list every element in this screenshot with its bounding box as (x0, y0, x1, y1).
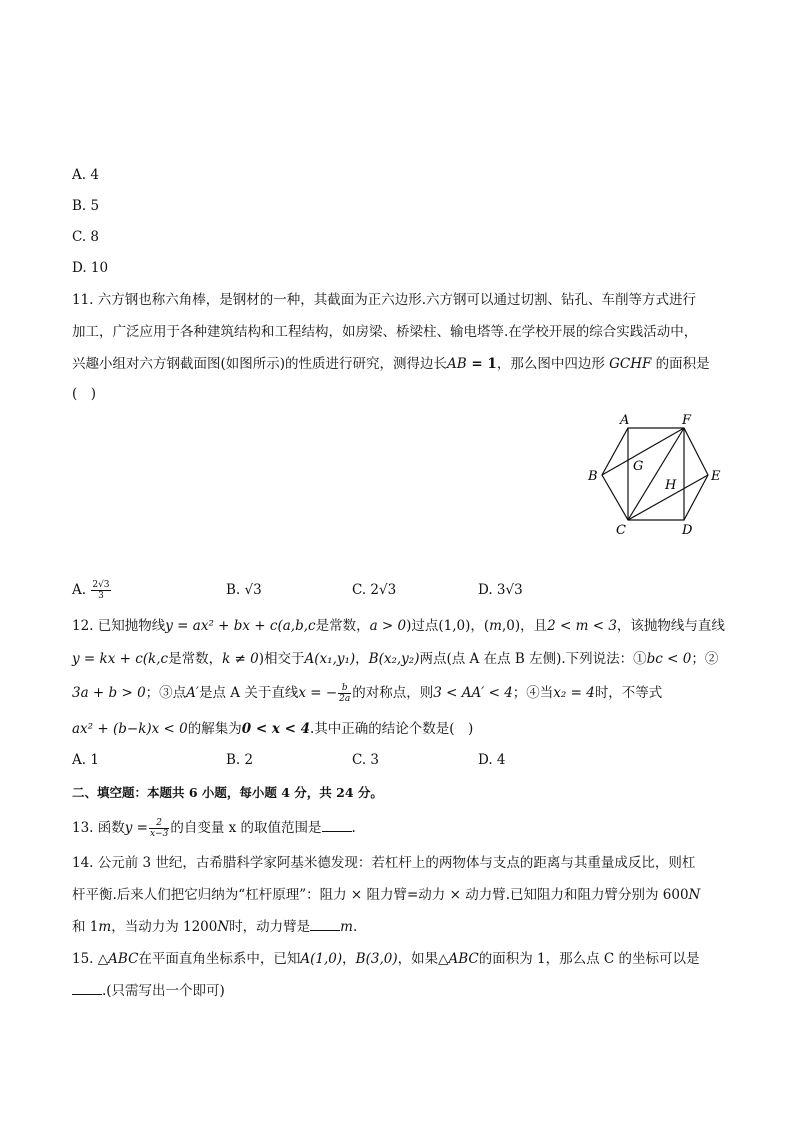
q12-line2: y = kx + c(k,c是常数，k ≠ 0)相交于A(x₁,y₁)，B(x₂,y₂)两点(点 A 在点 B 左侧).下列说法：①bc < 0；② (72, 651, 719, 667)
q11-option-c: C. 2√3 (352, 582, 397, 598)
prev-option-b: B. 5 (72, 198, 100, 214)
label-c: C (616, 523, 626, 538)
q11-option-d: D. 3√3 (478, 582, 523, 598)
q11-option-b: B. √3 (226, 582, 262, 598)
q15-answer-blank[interactable] (72, 982, 102, 995)
section-heading-fill-blank: 二、填空题：本题共 6 小题，每小题 4 分，共 24 分。 (72, 785, 383, 800)
q12-line1: 12. 已知抛物线y = ax² + bx + c(a,b,c是常数，a > 0)过点(1,0)，(m,0)，且2 < m < 3，该抛物线与直线 (72, 618, 725, 634)
q11-line2: 加工，广泛应用于各种建筑结构和工程结构，如房梁、桥梁柱、输电塔等.在学校开展的综合实践活动中， (72, 324, 698, 340)
prev-option-c: C. 8 (72, 229, 100, 245)
q11-option-a: A. $\frac{2√3}{3}$ (72, 580, 110, 601)
prev-option-a: A. 4 (72, 167, 99, 183)
q11-line4: ( ) (72, 386, 97, 402)
q14-line3: 和 1m，当动力为 1200N时，动力臂是 m. (72, 919, 358, 935)
q12-option-a: A. 1 (72, 752, 99, 768)
label-h: H (665, 478, 677, 493)
label-f: F (682, 413, 692, 428)
q15-line2: .(只需写出一个即可) (72, 982, 225, 1000)
q12-option-c: C. 3 (352, 752, 380, 768)
label-a: A (620, 413, 630, 428)
q15-line1: 15. △ABC在平面直角坐标系中，已知A(1,0)，B(3,0)，如果△ABC的面积为 1，那么点 C 的坐标可以是 (72, 951, 700, 967)
q14-line1: 14. 公元前 3 世纪，古希腊科学家阿基米德发现：若杠杆上的两物体与支点的距离与其重量成反比，则杠 (72, 855, 696, 871)
q12-line4: ax² + (b−k)x < 0的解集为0 < x < 4.其中正确的结论个数是( ) (72, 721, 474, 737)
label-b: B (588, 469, 598, 484)
q13-line: 13. 函数y = $\frac{2}{x-3}$ 的自变量 x 的取值范围是 . (72, 818, 356, 839)
label-e: E (711, 469, 721, 484)
hexagon-figure (580, 408, 730, 538)
q11-line1: 11. 六方钢也称六角棒，是钢材的一种，其截面为正六边形.六方钢可以通过切割、钻孔、车削等方式进行 (72, 292, 697, 308)
q14-answer-blank[interactable] (310, 918, 340, 931)
hexagon-outline (602, 428, 708, 520)
q14-line2: 杆平衡.后来人们把它归纳为“杠杆原理”：阻力 × 阻力臂=动力 × 动力臂.已知阻力和阻力臂分别为 600N (72, 887, 701, 903)
q12-option-b: B. 2 (226, 752, 254, 768)
q13-answer-blank[interactable] (322, 819, 352, 832)
segment-cf (628, 428, 684, 520)
q11-line3: 兴趣小组对六方钢截面图(如图所示)的性质进行研究，测得边长AB = 1，那么图中四边形 GCHF 的面积是 (72, 356, 710, 372)
label-d: D (682, 523, 693, 538)
prev-option-d: D. 10 (72, 260, 109, 276)
q12-option-d: D. 4 (478, 752, 506, 768)
q12-line3: 3a + b > 0；③点A′是点 A 关于直线x = − $\frac{b}{2a}$ 的对称点，则3 < AA′ < 4；④当x₂ = 4时，不等式 (72, 683, 663, 704)
label-g: G (633, 459, 644, 474)
